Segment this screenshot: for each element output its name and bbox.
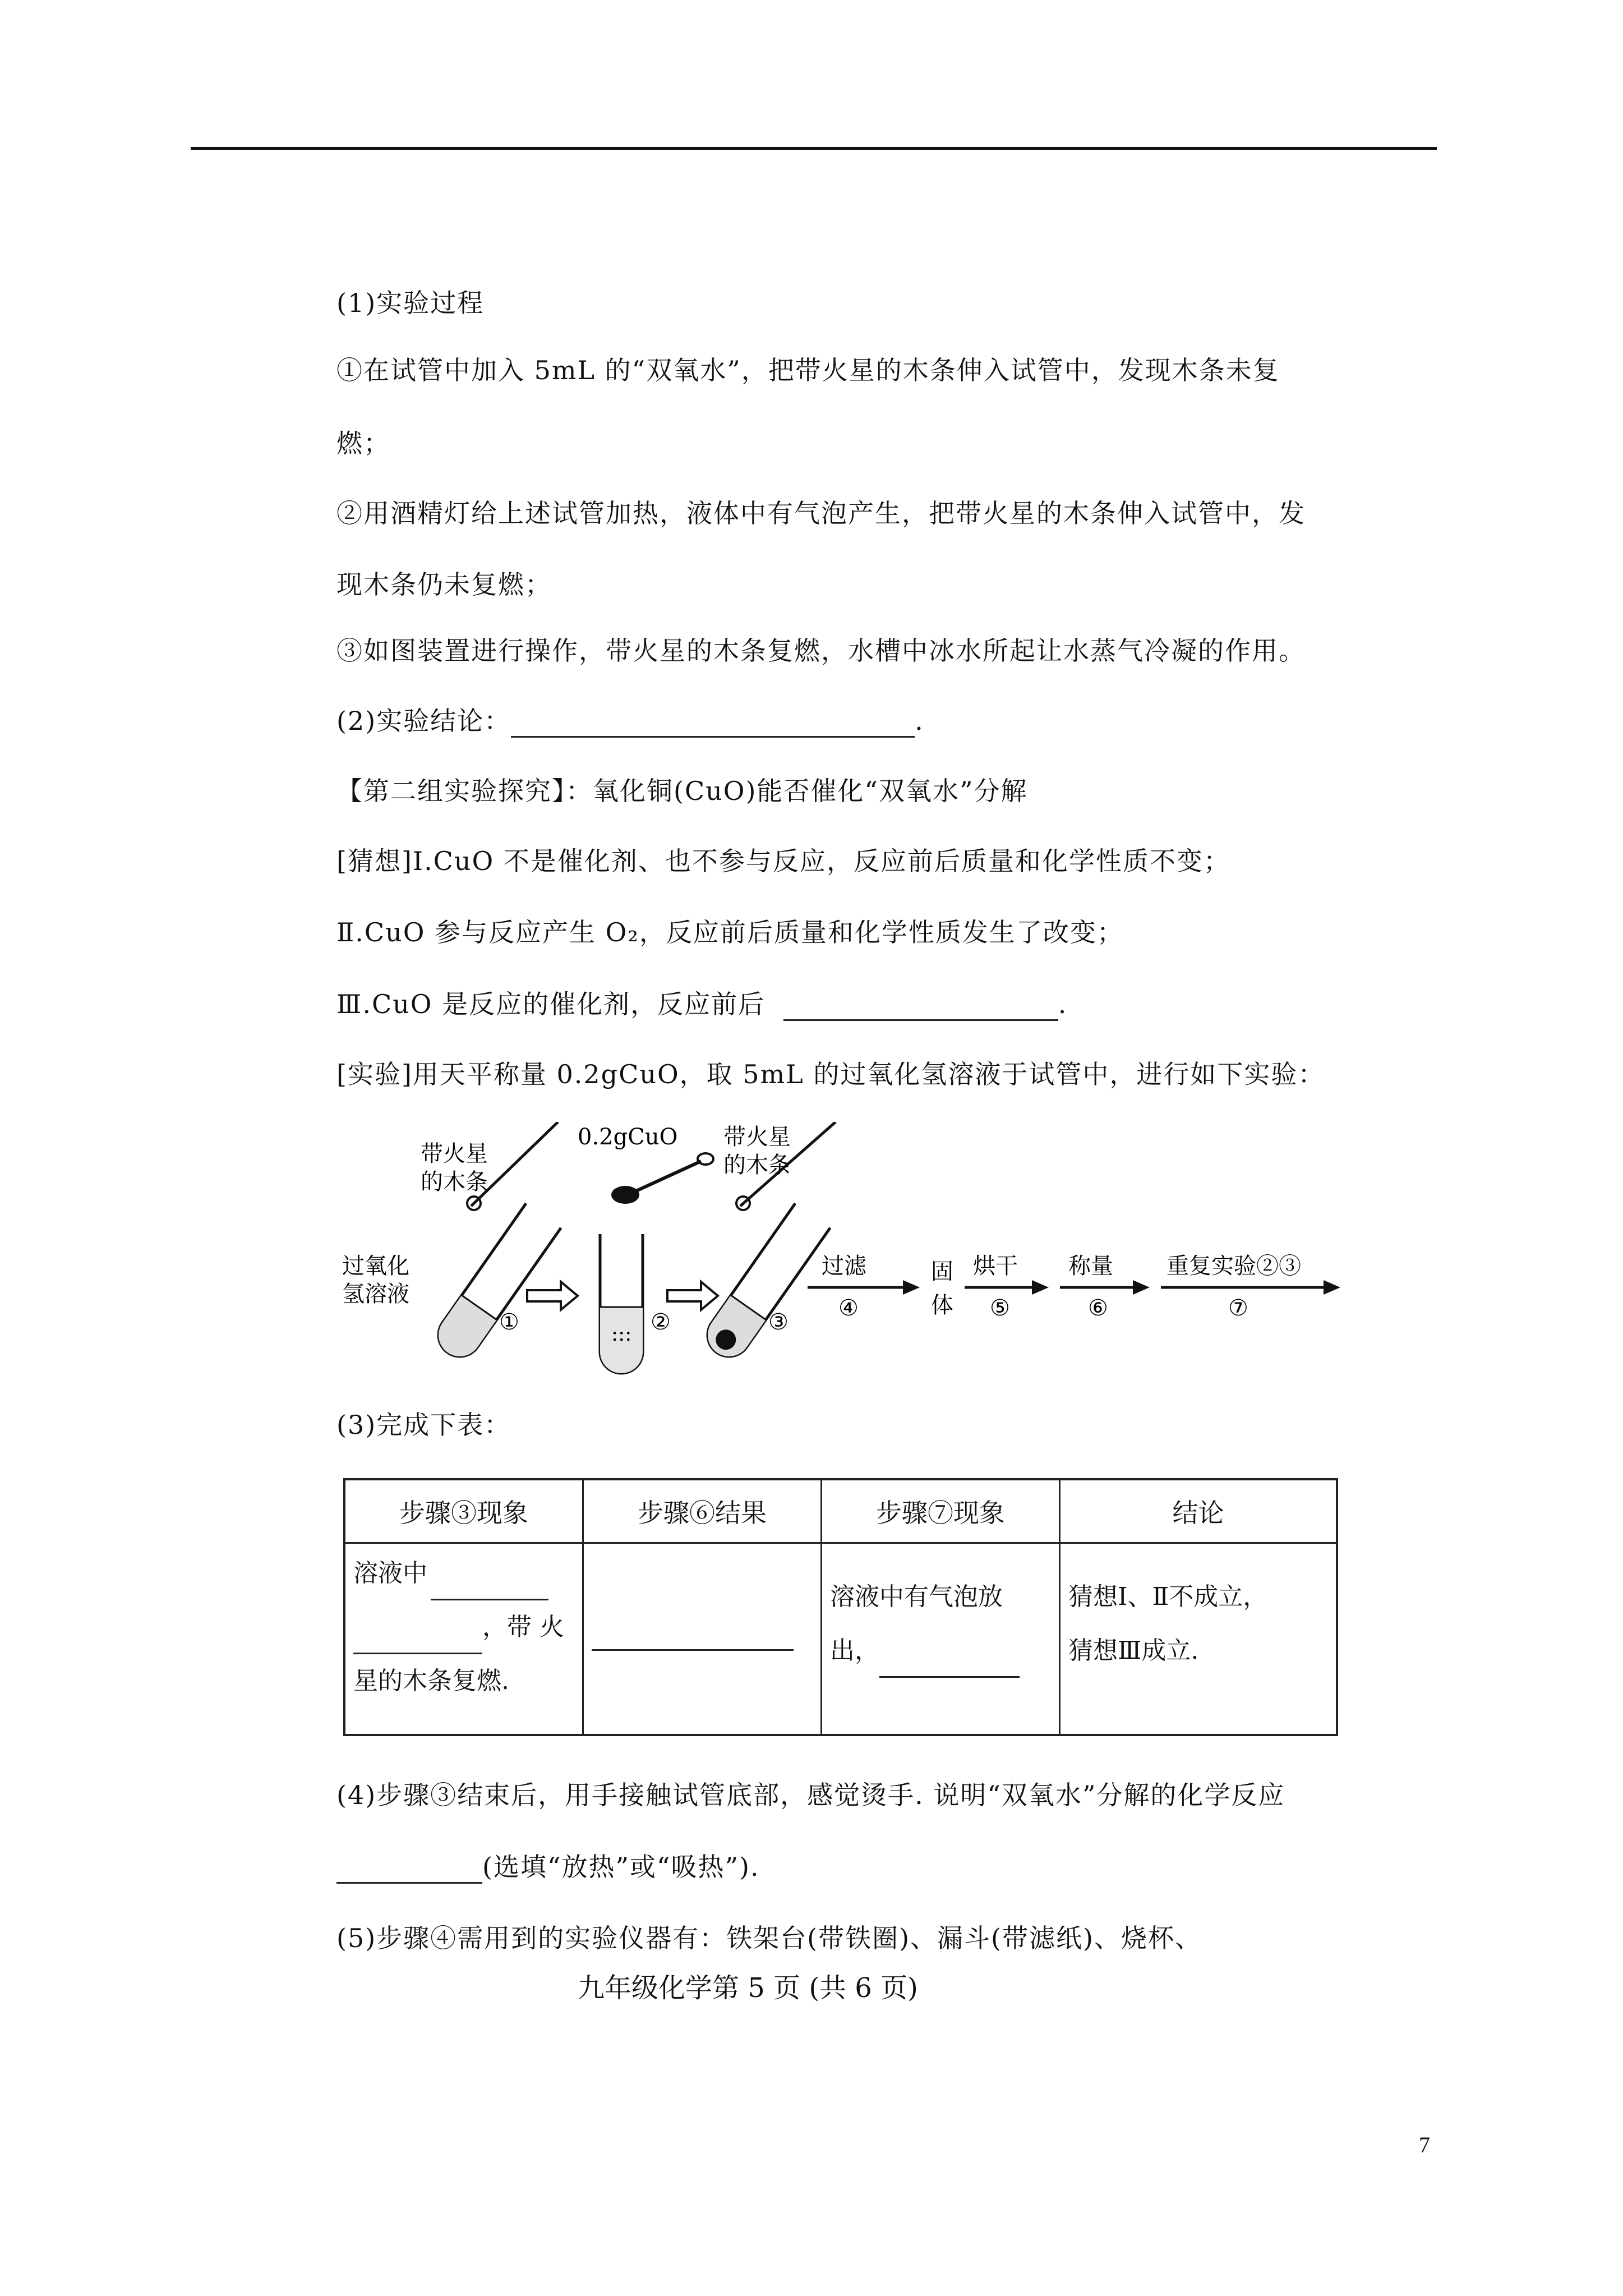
arrow-1 xyxy=(527,1282,578,1310)
splint2-label-a: 带火星 xyxy=(723,1124,791,1150)
page-footer: 九年级化学第 5 页 (共 6 页) xyxy=(578,1972,918,2004)
step2-line-b: 现木条仍未复燃； xyxy=(336,569,552,600)
solution-label-b: 氢溶液 xyxy=(342,1281,409,1307)
test-tube-2 xyxy=(600,1234,643,1373)
dry-label: 烘干 xyxy=(973,1253,1018,1279)
dry-number: ⑤ xyxy=(990,1295,1010,1321)
splint2-label-b: 的木条 xyxy=(723,1152,791,1178)
process-title: (1)实验过程 xyxy=(336,288,485,318)
guess3-blank[interactable] xyxy=(783,995,1058,1021)
guess2: Ⅱ.CuO 参与反应产生 O₂，反应前后质量和化学性质发生了改变； xyxy=(336,917,1124,947)
table-intro: (3)完成下表： xyxy=(336,1410,511,1440)
conclusion-line xyxy=(336,704,924,738)
q4-line-a: (4)步骤③结束后，用手接触试管底部，感觉烫手. 说明“双氧水”分解的化学反应 xyxy=(336,1780,1285,1810)
step2-line-a: ②用酒精灯给上述试管加热，液体中有气泡产生，把带火星的木条伸入试管中，发 xyxy=(336,498,1306,528)
solution-label-a: 过氧化 xyxy=(342,1253,409,1279)
cell1-blank-2[interactable] xyxy=(353,1628,482,1654)
tube2-number: ② xyxy=(651,1309,671,1335)
svg-text::::: ::: xyxy=(611,1323,632,1346)
cell1-blank-1[interactable] xyxy=(431,1574,548,1600)
test-tube-1 xyxy=(430,1203,561,1365)
experiment-diagram xyxy=(336,1122,1352,1391)
splint1-label-a: 带火星 xyxy=(421,1141,488,1167)
results-table xyxy=(343,1478,1338,1736)
repeat-number: ⑦ xyxy=(1228,1295,1248,1321)
conclusion-end: . xyxy=(915,706,924,736)
step3-line: ③如图装置进行操作，带火星的木条复燃，水槽中冰水所起让水蒸气冷凝的作用。 xyxy=(336,636,1306,666)
solid-label-b: 体 xyxy=(931,1292,953,1318)
cell3-line-b: 出， xyxy=(830,1624,1051,1678)
group2-title: 【第二组实验探究】：氧化铜(CuO)能否催化“双氧水”分解 xyxy=(336,776,1028,806)
cell3-line-a: 溶液中有气泡放 xyxy=(830,1582,1003,1611)
table-header-3: 步骤⑦现象 xyxy=(822,1480,1061,1542)
filter-label: 过滤 xyxy=(822,1253,866,1279)
weigh-number: ⑥ xyxy=(1088,1295,1108,1321)
table-cell-step6 xyxy=(584,1542,822,1734)
table-header-2: 步骤⑥结果 xyxy=(584,1480,822,1542)
repeat-label: 重复实验②③ xyxy=(1166,1253,1301,1279)
step1-line-b: 燃； xyxy=(336,428,390,458)
cell4-line-a: 猜想Ⅰ、Ⅱ不成立， xyxy=(1068,1582,1268,1611)
q5-line: (5)步骤④需用到的实验仪器有：铁架台(带铁圈)、漏斗(带滤纸)、烧杯、 xyxy=(336,1923,1202,1953)
guess1: [猜想]Ⅰ.CuO 不是催化剂、也不参与反应，反应前后质量和化学性质不变； xyxy=(336,846,1230,876)
tube3-number: ③ xyxy=(768,1309,789,1335)
conclusion-blank[interactable] xyxy=(511,711,915,738)
filter-number: ④ xyxy=(838,1295,859,1321)
arrow-2 xyxy=(667,1282,718,1310)
guess3-end: . xyxy=(1058,989,1068,1019)
solid-label-a: 固 xyxy=(931,1259,953,1285)
cuo-label: 0.2gCuO xyxy=(578,1124,678,1150)
cell1-line-b: ，带 火 xyxy=(353,1600,574,1654)
q4-line-b: (选填“放热”或“吸热”). xyxy=(336,1850,760,1884)
table-cell-step7 xyxy=(822,1542,1061,1734)
cell3-blank[interactable] xyxy=(879,1651,1020,1678)
diagram-svg xyxy=(336,1122,1352,1391)
q4-blank[interactable] xyxy=(336,1857,482,1884)
page-number: 7 xyxy=(1419,2132,1430,2157)
test-tube-3 xyxy=(699,1203,830,1365)
guess3: Ⅲ.CuO 是反应的催化剂，反应前后 xyxy=(336,989,766,1019)
cell2-blank[interactable] xyxy=(592,1625,794,1651)
table-header-4: 结论 xyxy=(1172,1498,1224,1528)
experiment-line: [实验]用天平称量 0.2gCuO，取 5mL 的过氧化氢溶液于试管中，进行如下实验： xyxy=(336,1059,1325,1089)
table-cell-step3 xyxy=(345,1542,584,1734)
cell4-line-b: 猜想Ⅲ成立. xyxy=(1068,1636,1199,1665)
weigh-label: 称量 xyxy=(1068,1253,1113,1279)
cell1-line-a: 溶液中 xyxy=(353,1547,574,1600)
step1-line-a: ①在试管中加入 5mL 的“双氧水”，把带火星的木条伸入试管中，发现木条未复 xyxy=(336,355,1280,385)
header-rule xyxy=(191,147,1437,150)
cell1-line-c: 星的木条复燃. xyxy=(353,1667,509,1695)
table-cell-conclusion xyxy=(1061,1542,1336,1734)
table-header-1: 步骤③现象 xyxy=(345,1480,584,1542)
tube1-number: ① xyxy=(499,1309,519,1335)
spatula xyxy=(611,1153,713,1204)
conclusion-label: (2)实验结论： xyxy=(336,706,511,736)
guess3-line xyxy=(336,987,1067,1021)
splint1-label-b: 的木条 xyxy=(421,1169,488,1195)
